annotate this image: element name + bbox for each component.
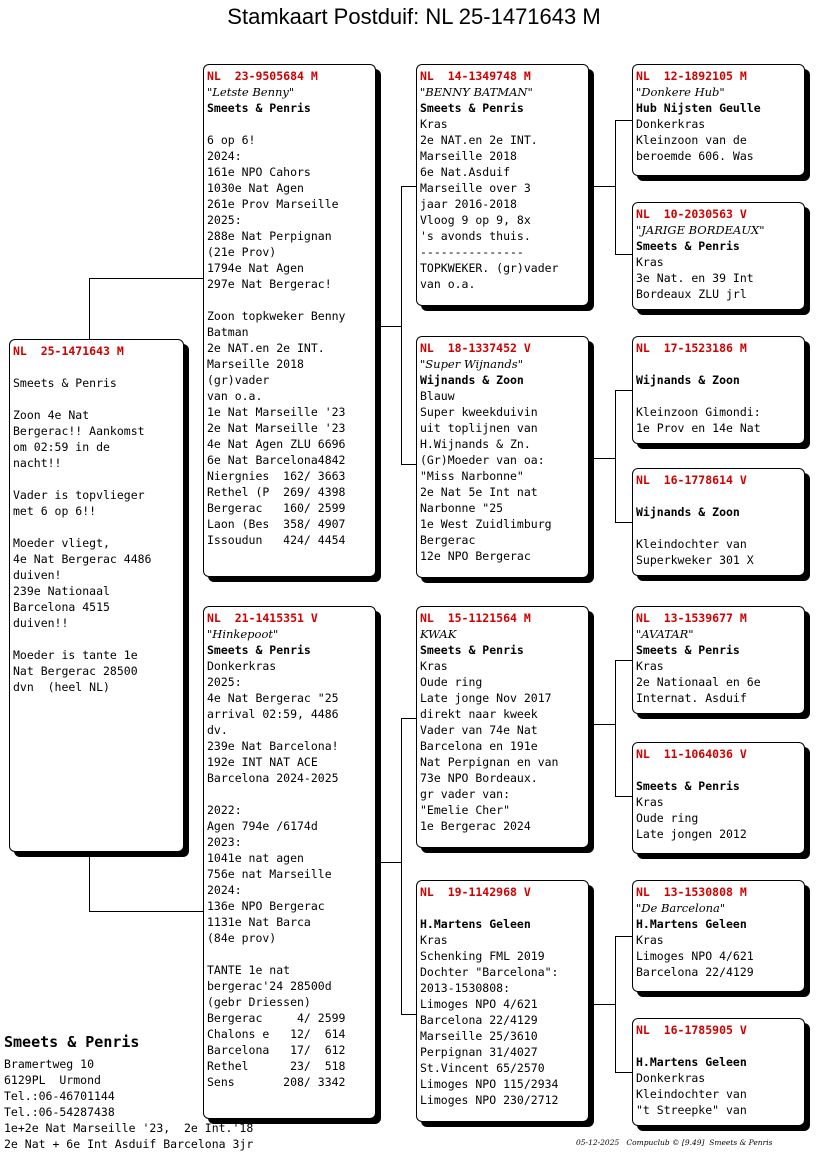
bird-name: "Hinkepoot" [207,627,279,641]
ring-number: NL 23-9505684 M [207,69,318,83]
info-line: Limoges NPO 115/2934 [420,1077,559,1091]
info-line: gr vader van: [420,787,511,801]
connector-line [615,660,632,661]
info-line: Bergerac [420,533,476,547]
info-line: (Gr)Moeder van oa: [420,453,545,467]
info-line: 2025: [207,675,242,689]
pedigree-card-fmm[interactable] [632,468,805,576]
info-line: Rethel (P 269/ 4398 [207,485,346,499]
info-line: 756e nat Marseille [207,867,332,881]
breeder-name: Smeets & Penris [4,1033,140,1051]
info-line: duiven! [13,568,62,582]
pedigree-card-paternal-grandmother[interactable] [416,336,589,578]
ring-number: NL 12-1892105 M [636,69,747,83]
breeder-line: Tel.:06-54287438 [4,1105,115,1119]
pedigree-card-mmf[interactable] [632,880,805,992]
info-line: Barcelona 2024-2025 [207,771,339,785]
owner-name: H.Martens Geleen [420,917,531,931]
breeder-line: 2e Nat + 6e Int Asduif Barcelona 3jr [4,1137,254,1151]
pedigree-card-fmf[interactable] [632,336,805,444]
info-line: TANTE 1e nat [207,963,291,977]
info-line: Kras [636,255,664,269]
connector-line [401,718,402,1014]
owner-name: Smeets & Penris [636,643,740,657]
info-line: van o.a. [420,277,476,291]
info-line: 2023: [207,835,242,849]
info-line: Limoges NPO 4/621 [636,949,754,963]
info-line: Narbonne "25 [420,501,504,515]
info-line: Vloog 9 op 9, 8x [420,213,531,227]
info-line: Marseille 25/3610 [420,1029,538,1043]
owner-name: Hub Nijsten Geulle [636,101,761,115]
info-line: 2024: [207,883,242,897]
bird-name [636,488,804,504]
connector-line [615,660,616,796]
info-line: 192e INT NAT ACE [207,755,318,769]
info-line: Moeder is tante 1e [13,648,138,662]
info-line: Internat. Asduif [636,691,747,705]
info-line: 1131e Nat Barca [207,915,311,929]
info-line: duiven!! [13,616,69,630]
bird-name [420,900,588,916]
connector-line [589,186,615,187]
owner-name: Wijnands & Zoon [420,373,524,387]
info-line: Marseille 2018 [207,357,304,371]
pedigree-card-mfm[interactable] [632,742,805,854]
info-line: --------------- [420,245,524,259]
info-line: TOPKWEKER. (gr)vader [420,261,559,275]
info-line: Rethel 23/ 518 [207,1059,346,1073]
info-line: Vader van 74e Nat [420,723,538,737]
bird-name [636,356,804,372]
info-line: Barcelona 17/ 612 [207,1043,346,1057]
info-line: Batman [207,325,249,339]
info-line: 2e NAT.en 2e INT. [207,341,325,355]
info-line: Smeets & Penris [13,376,117,390]
connector-line [89,852,90,912]
info-line: Barcelona en 191e [420,739,538,753]
connector-line [615,120,632,121]
ring-number: NL 19-1142968 V [420,885,531,899]
info-line: Perpignan 31/4027 [420,1045,538,1059]
info-line: Donkerkras [636,117,706,131]
breeder-line: Tel.:06-46701144 [4,1089,115,1103]
info-line: 12e NPO Bergerac [420,549,531,563]
info-line: Niergnies 162/ 3663 [207,469,346,483]
info-line: 6e Nat.Asduif [420,165,511,179]
info-line: Kras [636,933,664,947]
info-line: 1794e Nat Agen [207,261,304,275]
info-line: 's avonds thuis. [420,229,531,243]
connector-line [615,254,632,255]
info-line: Donkerkras [207,659,277,673]
info-line: Donkerkras [636,1071,706,1085]
connector-line [615,1072,632,1073]
info-line [207,116,375,132]
owner-name: H.Martens Geleen [636,1055,747,1069]
connector-line [589,724,615,725]
info-line: H.Wijnands & Zn. [420,437,531,451]
info-line: met 6 op 6!! [13,504,97,518]
info-line: Super kweekduivin [420,405,538,419]
info-line: 2025: [207,213,242,227]
info-line: Zoon 4e Nat [13,408,90,422]
connector-line [589,1004,615,1005]
info-line: Oude ring [420,675,483,689]
info-line: 161e NPO Cahors [207,165,311,179]
footer-credit: 05-12-2025 Compuclub © [9.49] Smeets & Penris [576,1138,773,1147]
info-line: jaar 2016-2018 [420,197,517,211]
connector-line [589,458,615,459]
ring-number: NL 21-1415351 V [207,611,318,625]
info-line: 4e Nat Agen ZLU 6696 [207,437,346,451]
info-line [13,471,183,487]
info-line: 4e Nat Bergerac 4486 [13,552,152,566]
ring-number: NL 25-1471643 M [13,344,124,358]
info-line [636,520,804,536]
connector-line [401,718,417,719]
info-line: dvn (heel NL) [13,680,110,694]
pedigree-card-subject[interactable] [9,339,184,852]
connector-line [401,186,417,187]
bird-name [636,1038,804,1054]
info-line: Bergerac!! Aankomst [13,424,145,438]
owner-name: Smeets & Penris [636,239,740,253]
info-line: Moeder vliegt, [13,536,110,550]
connector-line [89,278,90,340]
info-line: Limoges NPO 4/621 [420,997,538,1011]
info-line: Chalons e 12/ 614 [207,1027,346,1041]
info-line: 1e Bergerac 2024 [420,819,531,833]
ring-number: NL 18-1337452 V [420,341,531,355]
connector-line [401,1014,417,1015]
info-line: Bergerac 160/ 2599 [207,501,346,515]
info-line: Nat Bergerac 28500 [13,664,138,678]
breeder-line: Bramertweg 10 [4,1057,95,1071]
info-line: Zoon topkweker Benny [207,309,346,323]
pedigree-card-maternal-grandmother[interactable] [416,880,589,1122]
pedigree-card-paternal-grandfather[interactable] [416,64,589,306]
info-line: 261e Prov Marseille [207,197,339,211]
bird-name: "De Barcelona" [636,901,726,915]
info-line: 6e Nat Barcelona4842 [207,453,346,467]
owner-name: Smeets & Penris [207,643,311,657]
bird-name [636,762,804,778]
info-line: nacht!! [13,456,62,470]
info-line: Kras [420,117,448,131]
owner-name: Wijnands & Zoon [636,373,740,387]
info-line: 239e Nationaal [13,584,110,598]
info-line: Agen 794e /6174d [207,819,318,833]
info-line: 1e Prov en 14e Nat [636,421,761,435]
info-line: Barcelona 22/4129 [420,1013,538,1027]
info-line: Dochter "Barcelona": [420,965,559,979]
connector-line [89,911,204,912]
info-line: (84e prov) [207,931,277,945]
info-line: Oude ring [636,811,699,825]
info-line: Bergerac 4/ 2599 [207,1011,346,1025]
info-line: dv. [207,723,228,737]
bird-name: "AVATAR" [636,627,694,641]
info-line: uit toplijnen van [420,421,538,435]
info-line: 136e NPO Bergerac [207,899,325,913]
info-line [207,292,375,308]
owner-name: Smeets & Penris [207,101,311,115]
ring-number: NL 17-1523186 M [636,341,747,355]
info-line: Kras [420,659,448,673]
info-line: 4e Nat Bergerac "25 [207,691,339,705]
info-line: "Miss Narbonne" [420,469,524,483]
info-line [13,391,183,407]
ring-number: NL 15-1121564 M [420,611,531,625]
bird-name: "BENNY BATMAN" [420,85,533,99]
info-line: 2e Nat Marseille '23 [207,421,346,435]
bird-name: "JARIGE BORDEAUX" [636,223,765,237]
info-line: 2e Nationaal en 6e [636,675,761,689]
ring-number: NL 10-2030563 V [636,207,747,221]
info-line: beroemde 606. Was [636,149,754,163]
ring-number: NL 13-1530808 M [636,885,747,899]
info-line: Late jongen 2012 [636,827,747,841]
connector-line [615,390,616,522]
info-line: Kras [636,659,664,673]
bird-name: "Donkere Hub" [636,85,725,99]
info-line: 73e NPO Bordeaux. [420,771,538,785]
info-line: om 02:59 in de [13,440,110,454]
info-line: 2022: [207,803,242,817]
info-line: 2024: [207,149,242,163]
owner-name: Smeets & Penris [636,779,740,793]
info-line: 1041e nat agen [207,851,304,865]
info-line: 3e Nat. en 39 Int [636,271,754,285]
info-line: Issoudun 424/ 4454 [207,533,346,547]
ring-number: NL 16-1785905 V [636,1023,747,1037]
pedigree-card-ffm[interactable] [632,202,805,310]
info-line: Sens 208/ 3342 [207,1075,346,1089]
ring-number: NL 14-1349748 M [420,69,531,83]
info-line: Barcelona 22/4129 [636,965,754,979]
info-line: Marseille 2018 [420,149,517,163]
page-title: Stamkaart Postduif: NL 25-1471643 M [227,4,601,29]
info-line: 239e Nat Barcelona! [207,739,339,753]
info-line: Kleindochter van [636,537,747,551]
bird-name: "Super Wijnands" [420,357,523,371]
info-line: Nat Perpignan en van [420,755,559,769]
connector-line [615,390,632,391]
info-line: Marseille over 3 [420,181,531,195]
connector-line [615,936,616,1072]
connector-line [615,796,632,797]
ring-number: NL 11-1064036 V [636,747,747,761]
info-line: direkt naar kweek [420,707,538,721]
info-line: Kras [636,795,664,809]
info-line: 6 op 6! [207,133,256,147]
info-line [636,388,804,404]
info-line: "t Streepke" van [636,1103,747,1117]
info-line: 2e Nat 5e Int nat [420,485,538,499]
info-line: Late jonge Nov 2017 [420,691,552,705]
connector-line [376,326,401,327]
info-line: Barcelona 4515 [13,600,110,614]
info-line [13,631,183,647]
ring-number: NL 13-1539677 M [636,611,747,625]
info-line: 297e Nat Bergerac! [207,277,332,291]
connector-line [401,464,417,465]
owner-name: Wijnands & Zoon [636,505,740,519]
connector-line [615,120,616,254]
connector-line [89,278,204,279]
info-line: Superkweker 301 X [636,553,754,567]
pedigree-card-father[interactable] [203,64,376,577]
info-line: 2013-1530808: [420,981,511,995]
info-line: (gr)vader [207,373,270,387]
info-line [13,519,183,535]
pedigree-card-mmm[interactable] [632,1018,805,1126]
info-line: 1e Nat Marseille '23 [207,405,346,419]
owner-name: Smeets & Penris [420,101,524,115]
info-line: Schenking FML 2019 [420,949,545,963]
info-line: Bordeaux ZLU jrl [636,287,747,301]
info-line: arrival 02:59, 4486 [207,707,339,721]
info-line: 1e West Zuidlimburg [420,517,552,531]
info-line: "Emelie Cher" [420,803,511,817]
connector-line [376,862,401,863]
info-line [13,359,183,375]
pedigree-card-fff[interactable] [632,64,805,176]
info-line: Laon (Bes 358/ 4907 [207,517,346,531]
info-line: 1030e Nat Agen [207,181,304,195]
info-line: (gebr Driessen) [207,995,311,1009]
info-line: 2e NAT.en 2e INT. [420,133,538,147]
info-line: 288e Nat Perpignan [207,229,332,243]
info-line: Kras [420,933,448,947]
pedigree-card-mff[interactable] [632,606,805,714]
owner-name: Smeets & Penris [420,643,524,657]
info-line: Limoges NPO 230/2712 [420,1093,559,1107]
info-line: Vader is topvlieger [13,488,145,502]
connector-line [401,186,402,464]
info-line: Blauw [420,389,455,403]
connector-line [615,522,632,523]
info-line: St.Vincent 65/2570 [420,1061,545,1075]
info-line: Kleindochter van [636,1087,747,1101]
info-line: Kleinzoon van de [636,133,747,147]
breeder-line: 6129PL Urmond [4,1073,101,1087]
breeder-info [4,1034,253,1152]
info-line [207,946,375,962]
info-line: van o.a. [207,389,263,403]
info-line: bergerac'24 28500d [207,979,332,993]
pedigree-card-maternal-grandfather[interactable] [416,606,589,848]
bird-name: "Letste Benny" [207,85,295,99]
connector-line [615,936,632,937]
owner-name: H.Martens Geleen [636,917,747,931]
ring-number: NL 16-1778614 V [636,473,747,487]
info-line: Kleinzoon Gimondi: [636,405,761,419]
info-line [207,786,375,802]
info-line: (21e Prov) [207,245,277,259]
breeder-line: 1e+2e Nat Marseille '23, 2e Int.'18 [4,1121,254,1135]
bird-name: KWAK [420,627,457,641]
